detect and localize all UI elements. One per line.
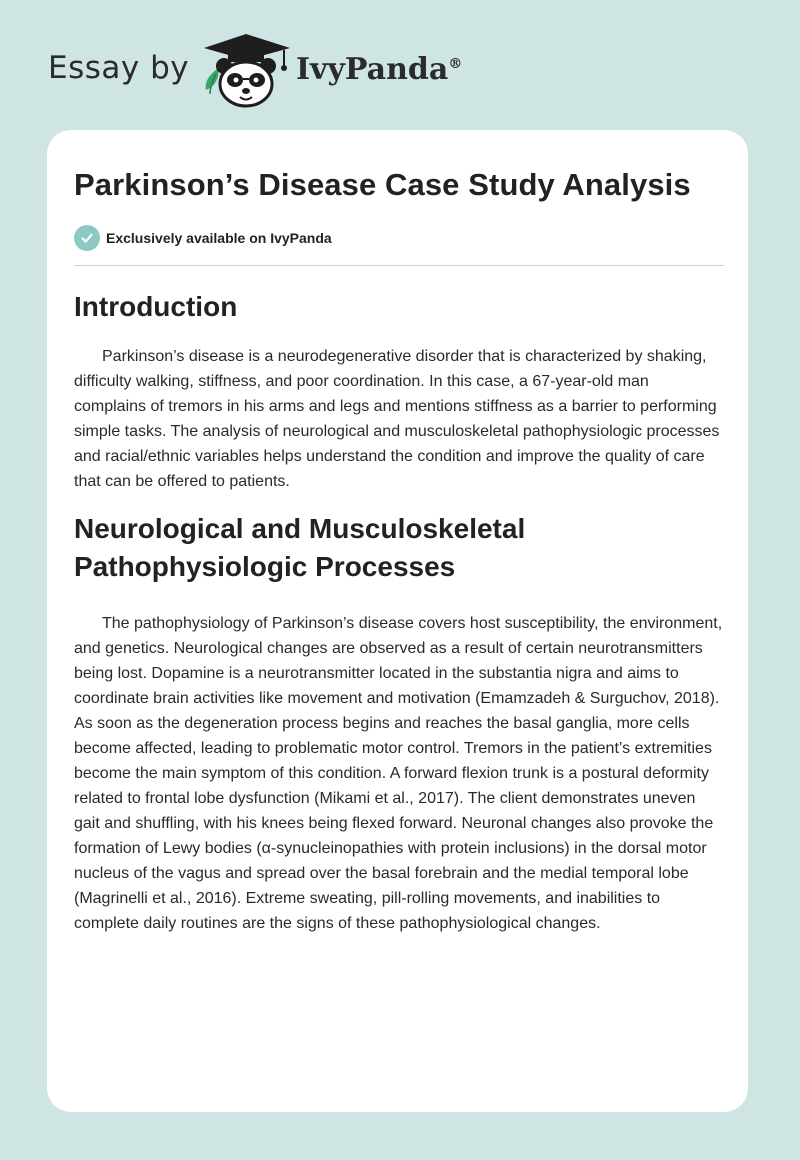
divider	[74, 265, 724, 266]
exclusive-badge	[74, 224, 724, 252]
check-circle-icon	[74, 225, 100, 251]
badge-text: Exclusively available on IvyPanda	[106, 230, 332, 246]
section-heading-pathophysiology: Neurological and Musculoskeletal Pathophysiologic Processes	[74, 513, 526, 582]
section-body-pathophysiology: The pathophysiology of Parkinson’s disease covers host susceptibility, the environment, and genetics. Neurological changes are observed as a result of certain neurotransmitters being lost. Dopamine is a neurotransmitter located in the substantia nigra and aims to coordinate brain activities like movement and motivation (Emamzadeh & Surguchov, 2018). As soon as the degeneration process begins and reaches the basal ganglia, more cells become affected, leading to problematic motor control. Tremors in the patient’s extremities become the main symptom of this condition. A forward flexion trunk is a postural deformity related to frontal lobe dysfunction (Mikami et al., 2017). The client demonstrates uneven gait and shuffling, with his knees being flexed forward. Neuronal changes also provoke the formation of Lewy bodies (α-synucleinopathies with protein inclusions) in the dorsal motor nucleus of the vagus and spread over the basal forebrain and the medial temporal lobe (Magrinelli et al., 2016). Extreme sweating, pill-rolling movements, and inabilities to complete daily routines are the signs of these pathophysiological changes.	[74, 615, 723, 932]
essay-card	[47, 130, 748, 1112]
page-title: Parkinson’s Disease Case Study Analysis	[74, 167, 691, 202]
panda-logo-icon[interactable]	[200, 30, 292, 110]
section-body-introduction: Parkinson’s disease is a neurodegenerative disorder that is characterized by shaking, difficulty walking, stiffness, and poor coordination. In this case, a 67-year-old man complains of tremors in his arms and legs and mentions stiffness as a barrier to performing simple tasks. The analysis of neurological and musculoskeletal pathophysiologic processes and racial/ethnic variables helps understand the condition and improve the quality of care that can be offered to patients.	[74, 348, 720, 490]
registered-mark: ®	[448, 56, 463, 72]
brand-name[interactable]	[296, 52, 462, 87]
site-header	[0, 0, 800, 130]
section-heading-introduction: Introduction	[74, 291, 238, 322]
essay-content	[74, 164, 724, 936]
brand-name-text: IvyPanda	[296, 52, 449, 87]
essay-by-label: Essay by	[48, 50, 190, 86]
